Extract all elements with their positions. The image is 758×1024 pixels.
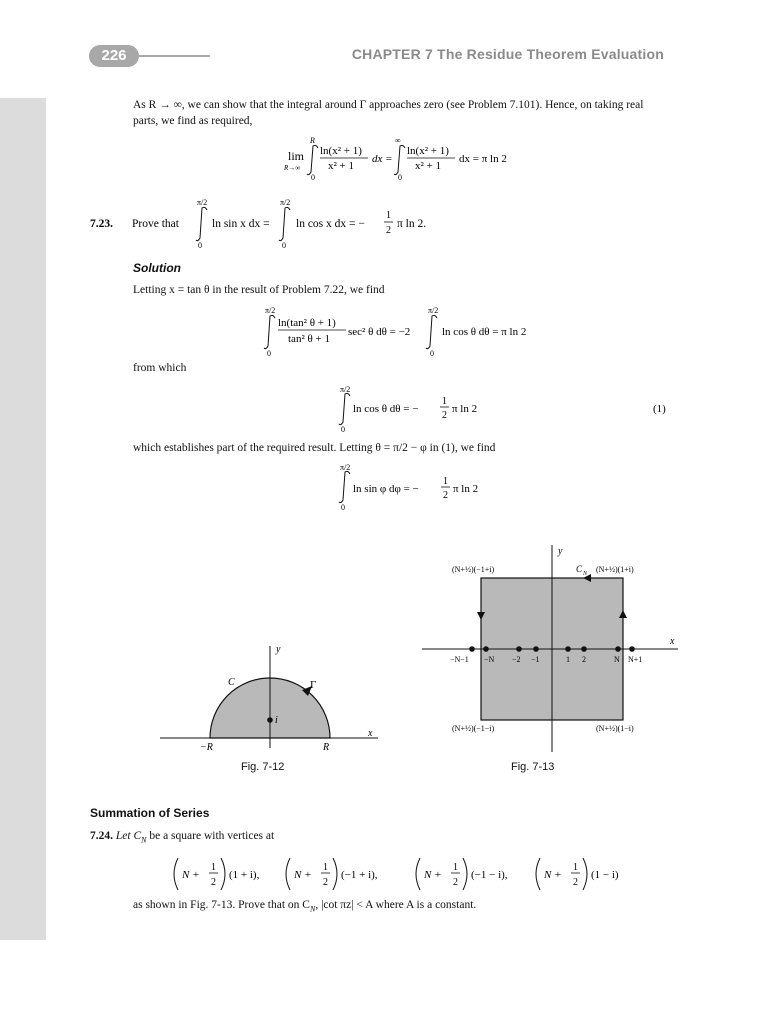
pole-dot [483,646,489,652]
fig712-R: R [323,742,330,753]
eq-phi-frac-num: 1 [443,476,448,487]
header-rule [138,55,210,57]
paren-left [286,858,290,890]
fig713-x: x [670,636,675,647]
integral-sign-2 [394,145,405,174]
frac-den: 2 [386,225,391,236]
last-line-tail: , |cot πz| < A where A is a constant. [315,899,477,911]
eq-limit-upper-2: ∞ [395,136,401,145]
fig713-caption: Fig. 7-13 [511,761,555,773]
tick-label: −1 [531,655,540,664]
problem-text-sub: N [141,835,147,845]
problem-text-tail: be a square with vertices at [149,830,275,842]
problem-7-23 [90,196,510,250]
from-which: from which [133,362,187,374]
tick-label: N [614,655,620,664]
half-num: 1 [453,862,458,873]
eq-limit-lim: lim [288,149,305,163]
integral-sign [307,145,318,174]
solution-heading: Solution [133,261,181,275]
integral-sign-8 [339,471,350,502]
half-num: 1 [573,862,578,873]
eq-limit-rhs: dx = π ln 2 [459,153,507,165]
upper-limit-2: π/2 [280,198,291,207]
figure-7-13 [420,540,690,770]
vertices-equation [170,854,640,896]
tick-label: N+1 [628,655,643,664]
half-num: 1 [211,862,216,873]
fig713-CN-sub: N [583,571,588,577]
tick-label: −2 [512,655,521,664]
eq-limit-denominator-2: x² + 1 [415,160,442,172]
fig713-CN: C [576,564,583,574]
chapter-title: CHAPTER 7 The Residue Theorem Evaluation [351,46,664,62]
pole-dot [581,646,587,652]
eq-sub-upper: π/2 [265,306,276,315]
eq-limit-lim-sub: R→∞ [284,164,301,172]
eq-sub-denominator: tan² θ + 1 [288,333,330,345]
vertex-3 [416,858,508,890]
pole-i [267,717,273,723]
half-num: 1 [323,862,328,873]
establishes-line: which establishes part of the required result. Letting θ = π/2 − φ in (1), we find [133,442,496,454]
integrand-2: ln cos x dx = − [296,218,365,230]
problem-number-7-23: 7.23. [90,218,113,230]
fig712-y: y [276,644,281,655]
integral-sign-6 [426,315,437,348]
fig712-x: x [368,728,373,739]
problem-text: Let C [115,830,142,842]
eq-sub-right: ln cos θ dθ = π ln 2 [442,326,527,338]
half-den: 2 [211,877,216,888]
paren-right [333,858,337,890]
figure-7-12 [150,640,390,770]
eq-one-frac-den: 2 [442,410,447,421]
problem-7-24-line [90,828,274,848]
eq-one-lower: 0 [341,425,345,434]
paren-left [416,858,420,890]
paren-right [221,858,225,890]
vertex-4-tail: (1 − i) [591,869,619,881]
last-line [133,897,476,917]
eq-limit-upper: R [310,136,315,145]
eq-phi-lower: 0 [341,503,345,512]
frac-num: 1 [386,210,391,221]
half-den: 2 [323,877,328,888]
summation-heading: Summation of Series [90,806,210,820]
paren-right [583,858,587,890]
eq-one-right: π ln 2 [452,403,478,415]
eq-phi-frac-den: 2 [443,490,448,501]
integral-sign-4 [279,207,290,240]
eq-phi-upper: π/2 [340,463,351,472]
vertex-3-tail: (−1 − i), [471,869,508,881]
eq-phi [335,462,535,512]
vertex-4 [536,858,619,890]
eq-sub-numerator: ln(tan² θ + 1) [278,317,336,329]
integral-sign-5 [264,315,275,348]
eq-one-label: (1) [653,403,666,415]
eq-sub-lower-2: 0 [430,349,434,358]
corner-tl: (N+½)(−1+i) [452,565,495,574]
prove-text: Prove that [132,218,179,230]
half-den: 2 [573,877,578,888]
last-line-text: as shown in Fig. 7-13. Prove that on C [133,899,310,911]
paren-left [536,858,540,890]
vertex-prefix: N + [182,869,200,881]
pole-dot [565,646,571,652]
vertex-prefix: N + [294,869,312,881]
eq-limit [280,134,560,184]
page-gutter [0,98,46,940]
corner-bl: (N+½)(−1−i) [452,724,495,733]
vertex-prefix: N + [424,869,442,881]
eq-one-upper: π/2 [340,385,351,394]
fig712-i: i [275,715,278,726]
eq-phi-right: π ln 2 [453,483,479,495]
eq-sub-upper-2: π/2 [428,306,439,315]
tail-text: π ln 2. [397,218,427,230]
page-number: 226 [89,45,139,67]
pole-dot [533,646,539,652]
lower-limit-2: 0 [282,241,286,250]
eq-substitution [260,304,560,360]
integral-sign-7 [339,393,350,424]
tick-label: −N−1 [450,655,469,664]
eq-one [335,384,675,434]
vertex-1 [174,858,260,890]
eq-limit-denominator: x² + 1 [328,160,355,172]
eq-limit-dx: dx = [372,153,393,165]
lower-limit-1: 0 [198,241,202,250]
fig713-y: y [558,546,563,557]
fig712-caption: Fig. 7-12 [241,761,285,773]
eq-limit-lower: 0 [311,173,315,182]
upper-limit-1: π/2 [197,198,208,207]
pole-dot [629,646,635,652]
vertex-2 [286,858,378,890]
paren-left [174,858,178,890]
vertex-prefix: N + [544,869,562,881]
corner-tr: (N+½)(1+i) [596,565,634,574]
intro-line-1: As R → ∞, we can show that the integral around Γ approaches zero (see Problem 7.101). Hence, on taking real [133,99,644,111]
vertex-1-tail: (1 + i), [229,869,260,881]
paren-right [463,858,467,890]
fig712-gamma: Γ [310,679,317,691]
fig712-C: C [228,677,235,688]
eq-one-frac-num: 1 [442,396,447,407]
eq-limit-lower-2: 0 [398,173,402,182]
tick-label: −N [484,655,495,664]
eq-sub-middle: sec² θ dθ = −2 [348,326,411,338]
half-den: 2 [453,877,458,888]
problem-number-7-24: 7.24. [90,830,113,842]
eq-limit-numerator-2: ln(x² + 1) [407,145,449,157]
intro-line-2: parts, we find as required, [133,115,253,127]
integrand-1: ln sin x dx = [212,218,270,230]
eq-phi-left: ln sin φ dφ = − [353,483,419,495]
eq-one-left: ln cos θ dθ = − [353,403,419,415]
corner-br: (N+½)(1−i) [596,724,634,733]
fig712-negR: −R [200,742,213,753]
last-line-sub: N [309,904,316,914]
tick-label: 2 [582,655,586,664]
eq-limit-numerator: ln(x² + 1) [320,145,362,157]
pole-dot [615,646,621,652]
tick-label: 1 [566,655,570,664]
solution-line-1: Letting x = tan θ in the result of Problem 7.22, we find [133,284,385,296]
pole-dot [469,646,475,652]
integral-sign-3 [196,207,207,240]
vertex-2-tail: (−1 + i), [341,869,378,881]
eq-sub-lower: 0 [267,349,271,358]
pole-dot [516,646,522,652]
